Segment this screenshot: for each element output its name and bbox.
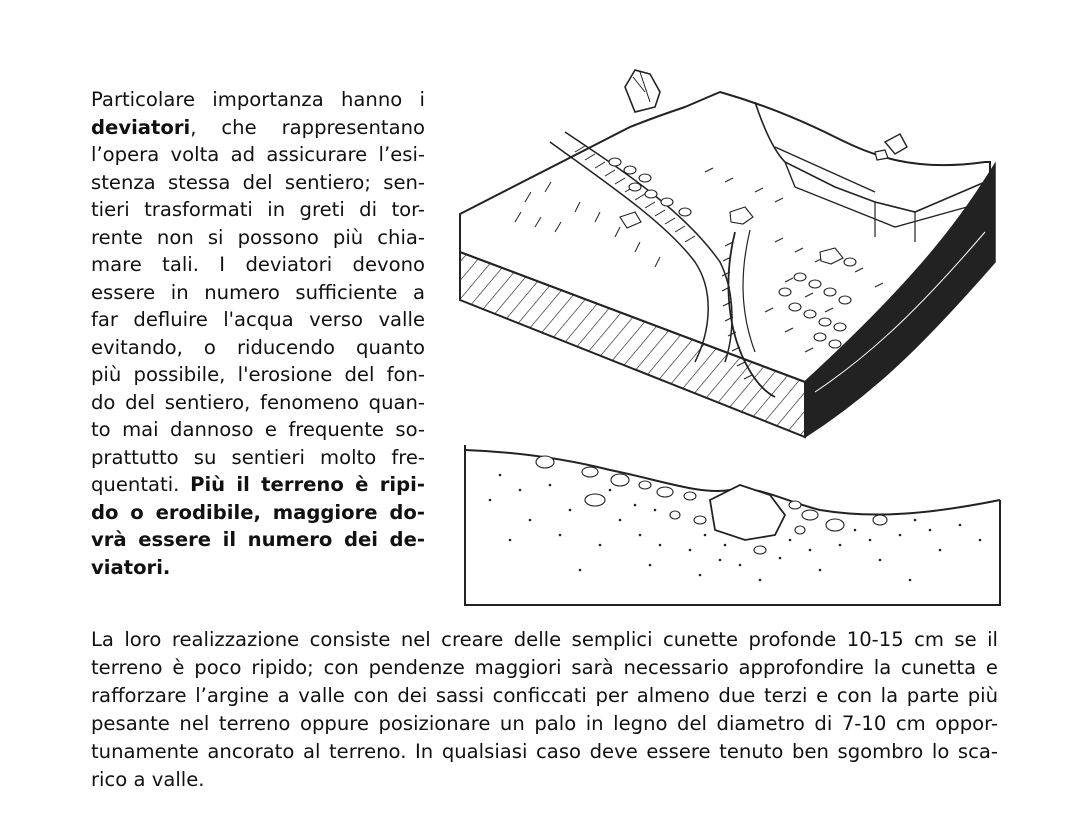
intro-line: l’opera volta ad assicurare l’esi- xyxy=(91,143,425,166)
intro-line: quentati. Più il terreno è ripi- xyxy=(91,473,425,496)
deviator-cross-section-illustration xyxy=(460,440,1005,610)
intro-line: stenza stessa del sentiero; sen- xyxy=(91,170,425,194)
trail-block-diagram-illustration xyxy=(455,62,1005,442)
body-line: La loro realizzazione consiste nel creare delle semplici cunette profonde 10-15 cm se il xyxy=(91,628,998,651)
intro-line: essere in numero sufficiente a xyxy=(91,280,425,304)
emphasis-text: do o erodibile, maggiore do- xyxy=(91,500,425,524)
intro-paragraph xyxy=(91,86,425,581)
intro-line: mare tali. I deviatori devono xyxy=(91,253,425,276)
intro-line: prattutto su sentieri molto fre- xyxy=(91,445,425,469)
intro-line: Particolare importanza hanno i xyxy=(91,88,425,111)
intro-line xyxy=(91,554,425,582)
intro-line xyxy=(91,526,425,554)
intro-line xyxy=(91,499,425,527)
intro-line: rente non si possono più chia- xyxy=(91,225,425,249)
emphasis-text: Più il terreno è ripi- xyxy=(190,473,425,496)
intro-line: evitando, o riducendo quanto xyxy=(91,335,425,359)
body-line: terreno è poco ripido; con pendenze maggiori sarà necessario approfondire la cunetta e xyxy=(91,656,998,679)
intro-line: deviatori, che rappresentano xyxy=(91,115,425,139)
intro-line: tieri trasformati in greti di tor- xyxy=(91,198,425,221)
intro-line: do del sentiero, fenomeno quan- xyxy=(91,390,425,414)
body-line: tunamente ancorato al terreno. In qualsiasi caso deve essere tenuto ben sgombro lo sca- xyxy=(91,740,998,763)
emphasis-text: viatori. xyxy=(91,555,171,579)
emphasis-text: vrà essere il numero dei de- xyxy=(91,528,425,551)
deviatori-term: deviatori xyxy=(91,115,191,139)
intro-line: to mai dannoso e frequente so- xyxy=(91,418,425,441)
intro-line: più possibile, l'erosione del fon- xyxy=(91,363,425,386)
body-line: pesante nel terreno oppure posizionare un palo in legno del diametro di 7-10 cm oppor- xyxy=(91,712,998,735)
body-line: rico a valle. xyxy=(91,768,205,791)
intro-line: far defluire l'acqua verso valle xyxy=(91,308,425,331)
body-paragraph xyxy=(91,626,998,794)
body-line: rafforzare l’argine a valle con dei sassi conficcati per almeno due terzi e con la parte più xyxy=(91,684,998,707)
